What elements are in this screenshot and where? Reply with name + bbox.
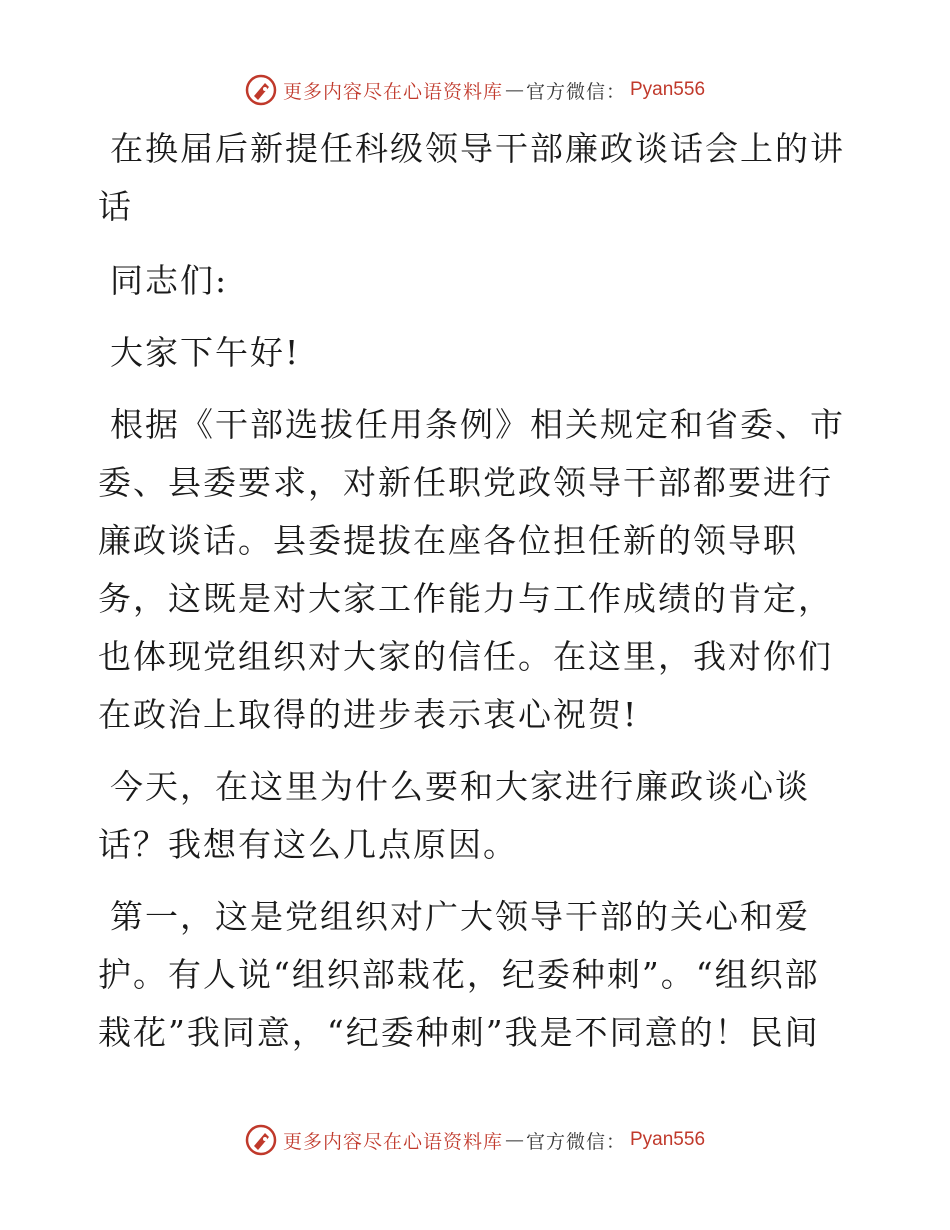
paragraph: 根据《干部选拔任用条例》相关规定和省委、市委、县委要求，对新任职党政领导干部都要进行廉政谈话。县委提拔在座各位担任新的领导职务，这既是对大家工作能力与工作成绩的肯定，也体现党组织对大家的信任。在这里，我对你们在政治上取得的进步表示衷心祝贺! <box>98 405 845 734</box>
paragraph: 第一，这是党组织对广大领导干部的关心和爱护。有人说“组织部栽花，纪委种刺”。“组织部栽花”我同意，“纪委种刺”我是不同意的！民间 <box>98 897 820 1052</box>
document-body <box>98 120 850 1076</box>
paragraph: 大家下午好! <box>110 333 301 372</box>
footer-wechat-id: Pyan556 <box>630 1129 706 1150</box>
header-wechat-label: 官方微信： <box>525 80 626 103</box>
header-banner <box>0 70 950 110</box>
paragraph: 今天，在这里为什么要和大家进行廉政谈心谈话？我想有这么几点原因。 <box>98 767 810 864</box>
header-brand: 更多内容尽在心语资料库 <box>282 80 503 103</box>
footer-brand: 更多内容尽在心语资料库 <box>282 1130 503 1153</box>
footer-wechat-label: 官方微信： <box>525 1130 626 1153</box>
footer-banner <box>0 1120 950 1160</box>
footer-separator: — <box>504 1129 524 1151</box>
pen-nib-logo-icon <box>245 74 277 106</box>
paragraph: 同志们: <box>110 261 229 300</box>
document-title: 在换届后新提任科级领导干部廉政谈话会上的讲话 <box>98 129 845 226</box>
pen-nib-logo-icon <box>245 1124 277 1156</box>
header-wechat-id: Pyan556 <box>630 79 706 100</box>
header-separator: — <box>504 79 524 101</box>
